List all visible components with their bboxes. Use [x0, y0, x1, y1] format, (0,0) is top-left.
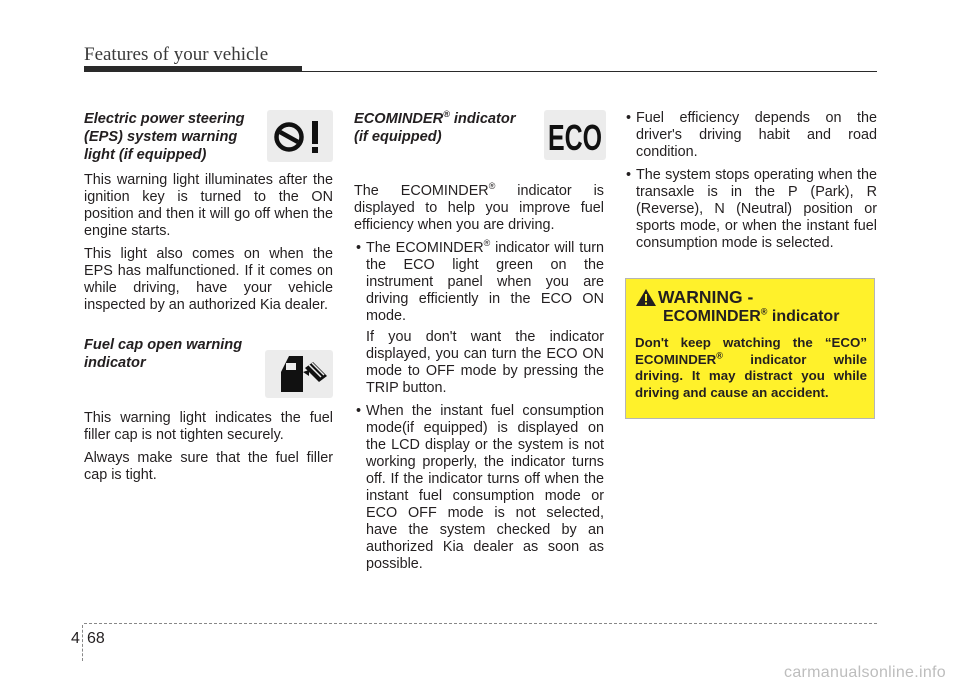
list-item: • The ECOMINDER® indicator will turn the ECO light green on the instrument panel when you are driving efficiently in the ECO ON mode. If you don't want the indicator displayed, you can turn the ECO ON mode to OFF mode by pressing the TRIP button.: [354, 240, 604, 397]
list-item: • When the instant fuel consumption mode(if equipped) is displayed on the LCD display or the system is not working properly, the indicator turns off. If the indicator turns off when the instant fuel consumption mode or ECO OFF mode is not selected, have the system checked by an authorized Kia dealer as soon as possible.: [354, 403, 604, 573]
fuel-cap-paragraph-1: This warning light indicates the fuel filler cap is not tighten securely.: [84, 410, 333, 443]
column-middle: [354, 110, 604, 579]
watermark: carmanualsonline.info: [784, 664, 946, 681]
warning-triangle-icon: [635, 288, 657, 307]
list-item: • Fuel efficiency depends on the driver's driving habit and road condition.: [624, 110, 877, 161]
svg-text:ECO: ECO: [548, 117, 602, 158]
page-header-title: Features of your vehicle: [84, 44, 269, 65]
eps-section-header: [84, 110, 333, 166]
fuel-efficiency-bullet-list: [624, 110, 877, 252]
ecominder-intro: The ECOMINDER® indicator is displayed to help you improve fuel efficiency when you are driving.: [354, 181, 604, 233]
fuel-cap-section-title: Fuel cap open warning indicator: [84, 337, 243, 371]
header-rule-thin: [84, 71, 877, 72]
column-left: [84, 110, 333, 490]
ecominder-section-title: ECOMINDER® indicator (if equipped): [354, 109, 516, 145]
warning-subtitle: ECOMINDER® indicator: [663, 306, 840, 325]
footer-separator: [82, 625, 83, 661]
fuel-cap-warning-icon: [265, 350, 333, 398]
eps-paragraph-1: This warning light illuminates after the ignition key is turned to the ON position and then it will go off when the engine starts.: [84, 172, 333, 239]
ecominder-bullet-list: [354, 240, 604, 573]
ecominder-section-header: [354, 110, 604, 183]
fuel-cap-paragraph-2: Always make sure that the fuel filler cap is tight.: [84, 450, 333, 483]
eps-paragraph-2: This light also comes on when the EPS has malfunctioned. If it comes on while driving, have your vehicle inspected by an authorized Kia dealer.: [84, 246, 333, 313]
page-number: 68: [87, 630, 105, 647]
chapter-number: 4: [71, 630, 80, 647]
warning-title: WARNING -: [658, 287, 754, 307]
footer-rule: [84, 623, 877, 624]
eco-indicator-icon: [544, 110, 606, 160]
list-item: • The system stops operating when the transaxle is in the P (Park), R (Reverse), N (Neutral) position or sports mode, or when the instant fuel consumption mode is selected.: [624, 167, 877, 252]
warning-text: Don't keep watching the “ECO” ECOMINDER® indicator while driving. It may distract you while driving and cause an accident.: [635, 335, 867, 400]
column-right: [624, 110, 877, 258]
fuel-cap-section-header: [84, 336, 333, 406]
eps-section-title: Electric power steering (EPS) system warning light (if equipped): [84, 111, 245, 163]
steering-wheel-warning-icon: [267, 110, 333, 162]
warning-box: [625, 278, 875, 419]
